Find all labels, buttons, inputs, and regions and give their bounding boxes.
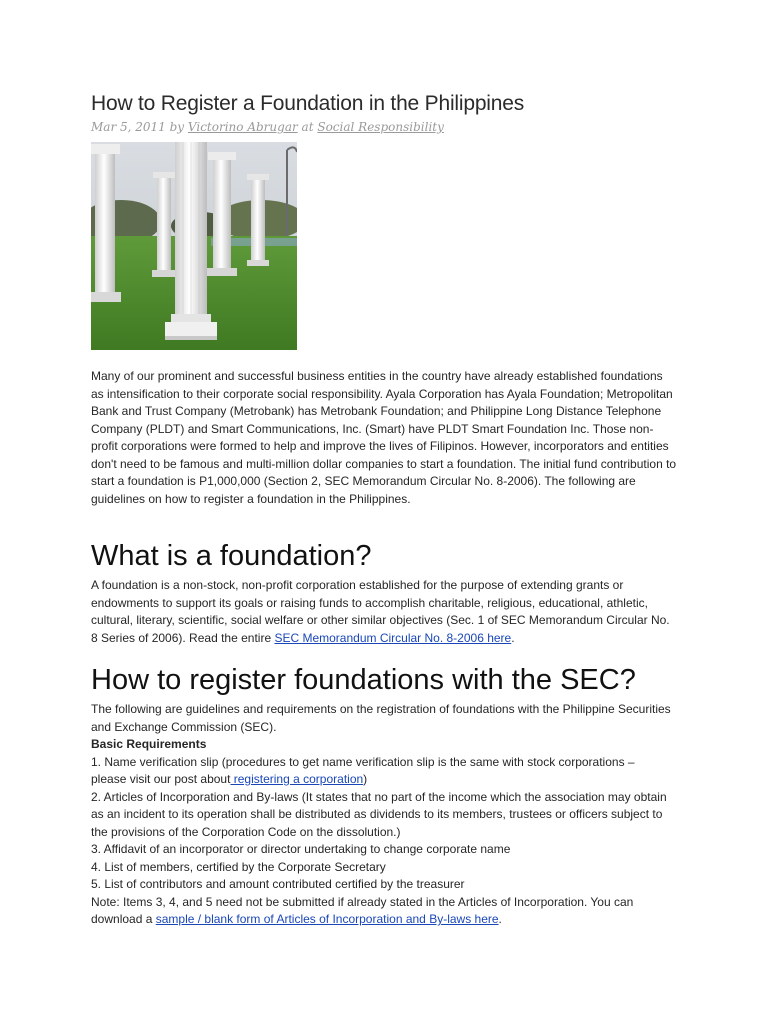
register-intro: The following are guidelines and requirements on the registration of foundations with the Philippine Securities and Exchange Commission (SEC). [91, 702, 671, 734]
author-link[interactable]: Victorino Abrugar [187, 120, 298, 134]
post-date: Mar 5, 2011 [91, 120, 166, 134]
basic-requirements-heading: Basic Requirements [91, 737, 207, 751]
requirement-item-3: 3. Affidavit of an incorporator or director undertaking to change corporate name [91, 842, 511, 856]
intro-paragraph: Many of our prominent and successful business entities in the country have already established foundations as intensification to their corporate social responsibility. Ayala Corporation has Ayala Foundation; Metropolitan Bank and Trust Company (Metrobank) has Metrobank Foundation; and Philippine Long Distance Telephone Company (PLDT) and Smart Communications, Inc. (Smart) have PLDT Smart Foundation Inc. Those non-profit corporations were formed to help and improve the lives of Filipinos. However, incorporators and entities don't need to be famous and multi-million dollar companies to start a foundation. The initial fund contribution to start a foundation is P1,000,000 (Section 2, SEC Memorandum Circular No. 8-2006). The following are guidelines on how to register a foundation in the Philippines. [91, 369, 677, 506]
registering-corporation-link[interactable]: registering a corporation [230, 772, 364, 786]
note-end: . [498, 912, 502, 926]
columns-photo [91, 142, 297, 350]
foundation-definition [91, 577, 679, 647]
category-link[interactable]: Social Responsibility [317, 120, 444, 134]
item1-end: ) [363, 772, 368, 786]
requirement-item-4: 4. List of members, certified by the Corporate Secretary [91, 859, 386, 874]
heading-how-to-register: How to register foundations with the SEC? [91, 664, 636, 696]
note-text: Note: Items 3, 4, and 5 need not be submitted if already stated in the Articles of Incorporation. You can download a [91, 894, 634, 926]
article-meta [91, 120, 444, 134]
requirements-note [91, 894, 671, 929]
meta-by: by [169, 120, 185, 134]
meta-at: at [301, 120, 314, 134]
article-title: How to Register a Foundation in the Philippines [91, 92, 525, 115]
requirement-item-5: 5. List of contributors and amount contributed certified by the treasurer [91, 877, 465, 891]
requirements-list [91, 736, 671, 929]
definition-end: . [511, 630, 515, 645]
heading-what-is-foundation: What is a foundation? [91, 540, 372, 572]
sample-form-link[interactable]: sample / blank form of Articles of Incorporation and By-laws here [155, 912, 499, 926]
requirement-item-2: 2. Articles of Incorporation and By-laws (It states that no part of the income which the association may obtain as an incident to its operation shall be distributed as dividends to its members, trustees or officers subject to the provisions of the Corporation Code on the dissolution.) [91, 789, 667, 839]
requirement-item-1 [91, 754, 671, 789]
sec-circular-link[interactable]: SEC Memorandum Circular No. 8-2006 here [274, 630, 512, 645]
item1-text: 1. Name verification slip (procedures to get name verification slip is the same with stock corporations – please visit our post about [91, 754, 635, 786]
definition-text: A foundation is a non-stock, non-profit corporation established for the purpose of extending grants or endowments to support its goals or raising funds to accomplish charitable, religious, educational, athletic, cultural, literary, scientific, social welfare or other similar objectives (Sec. 1 of SEC Memorandum Circular No. 8 Series of 2006). Read the entire [91, 578, 670, 645]
